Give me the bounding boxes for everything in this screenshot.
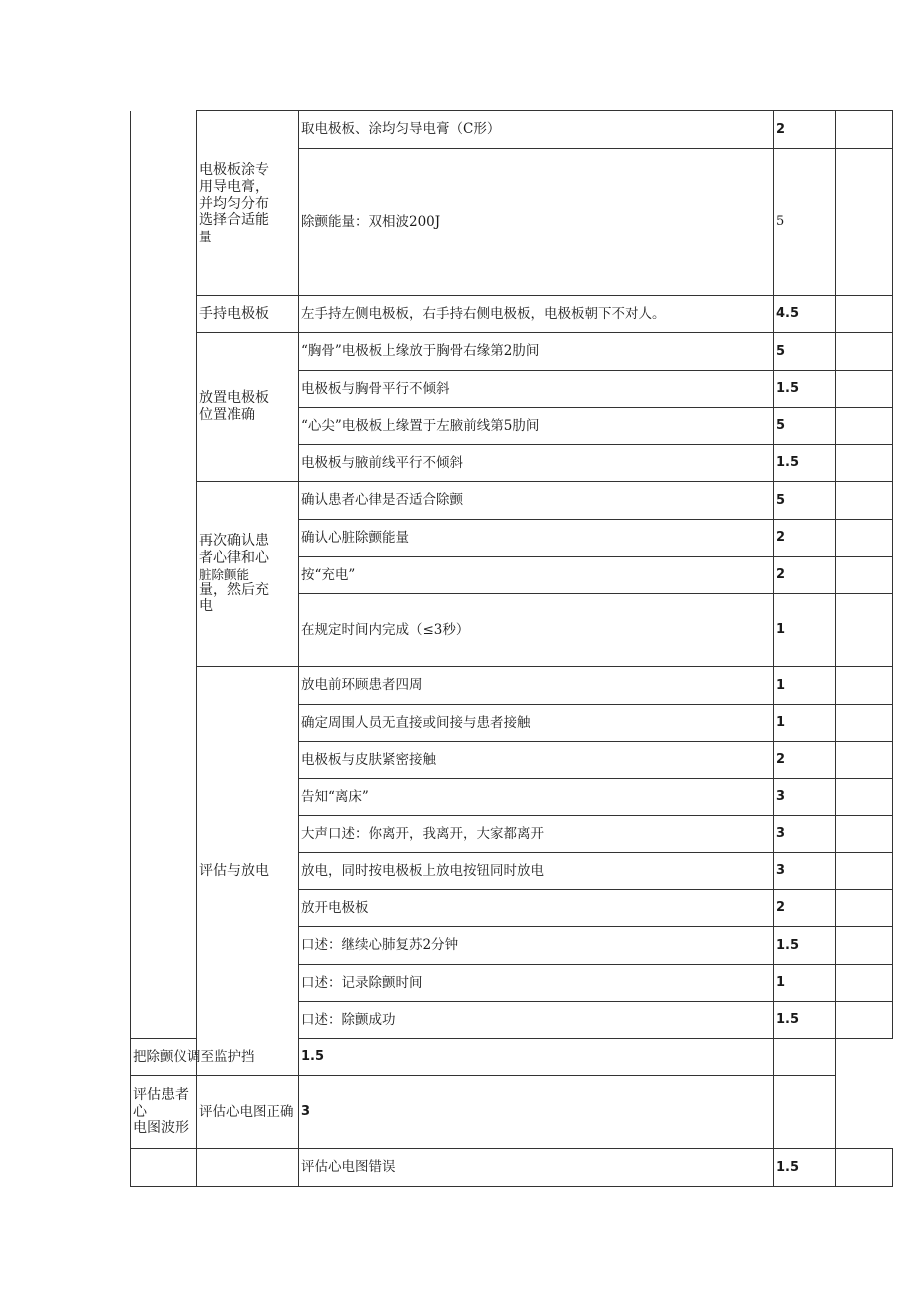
item-text: 放电，同时按电极板上放电按钮同时放电 — [299, 853, 774, 890]
blank-cell — [836, 594, 893, 667]
blank-cell — [836, 408, 893, 445]
item-score: 2 — [774, 890, 836, 927]
blank-cell — [836, 853, 893, 890]
item-score: 5 — [774, 482, 836, 520]
category-line: 并均匀分布 — [199, 195, 269, 212]
blank-cell — [836, 149, 893, 296]
item-text: 口述：除颤成功 — [299, 1002, 774, 1039]
item-score: 1.5 — [774, 445, 836, 482]
blank-cell — [836, 742, 893, 779]
item-text: 评估心电图正确 — [197, 1076, 299, 1149]
blank-cell — [836, 816, 893, 853]
blank-cell — [836, 557, 893, 594]
blank-cell — [836, 965, 893, 1002]
item-score: 2 — [774, 111, 836, 149]
item-text: 把除颤仪调至监护挡 — [131, 1039, 197, 1076]
item-score: 1.5 — [774, 371, 836, 408]
item-score: 1 — [774, 667, 836, 705]
item-score: 3 — [774, 853, 836, 890]
blank-cell — [836, 667, 893, 705]
outer-blank-cell — [131, 111, 197, 1039]
table-row — [131, 296, 893, 333]
category-cell — [197, 667, 299, 1076]
category-line: 电极板涂专 — [199, 161, 269, 178]
table-row — [131, 667, 893, 705]
category-cell — [197, 296, 299, 333]
item-text: 评估心电图错误 — [299, 1149, 774, 1187]
item-text: 除颤能量：双相波200J — [299, 149, 774, 296]
item-text: 在规定时间内完成（≤3秒） — [299, 594, 774, 667]
blank-cell — [836, 927, 893, 965]
item-score: 3 — [774, 816, 836, 853]
category-line: 电图波形 — [133, 1120, 189, 1137]
category-line: 位置准确 — [199, 407, 255, 423]
item-score: 3 — [299, 1076, 774, 1149]
category-line: 手持电极板 — [199, 305, 269, 322]
item-score: 1.5 — [299, 1039, 774, 1076]
category-line: 量，然后充 — [199, 581, 269, 598]
blank-cell — [836, 1149, 893, 1187]
item-text: 按“充电” — [299, 557, 774, 594]
item-score: 1 — [774, 705, 836, 742]
item-score: 2 — [774, 742, 836, 779]
table-row — [131, 482, 893, 520]
item-text: 告知“离床” — [299, 779, 774, 816]
blank-cell — [836, 705, 893, 742]
table-row — [131, 1076, 893, 1149]
item-text: 放电前环顾患者四周 — [299, 667, 774, 705]
item-text: 确定周围人员无直接或间接与患者接触 — [299, 705, 774, 742]
table-row — [131, 1149, 893, 1187]
item-score: 5 — [774, 408, 836, 445]
table-row — [131, 333, 893, 371]
item-score: 3 — [774, 779, 836, 816]
category-line: 放置电极板 — [199, 390, 269, 407]
item-text: “胸骨”电极板上缘放于胸骨右缘第2肋间 — [299, 333, 774, 371]
item-score: 1.5 — [774, 927, 836, 965]
blank-cell — [774, 1039, 836, 1076]
blank-cell — [836, 333, 893, 371]
item-text: 口述：继续心肺复苏2分钟 — [299, 927, 774, 965]
item-score: 1.5 — [774, 1149, 836, 1187]
blank-cell — [836, 111, 893, 149]
item-text: 电极板与皮肤紧密接触 — [299, 742, 774, 779]
item-score: 5 — [774, 149, 836, 296]
item-text: 放开电极板 — [299, 890, 774, 927]
blank-cell — [836, 890, 893, 927]
scoring-table — [130, 110, 893, 1187]
item-score: 1 — [774, 965, 836, 1002]
category-line: 评估与放电 — [199, 862, 269, 879]
item-text: 确认患者心律是否适合除颤 — [299, 482, 774, 520]
blank-cell — [836, 1002, 893, 1039]
blank-cell — [836, 520, 893, 557]
category-line: 量 — [199, 229, 212, 245]
item-text: 电极板与腋前线平行不倾斜 — [299, 445, 774, 482]
blank-cell — [774, 1076, 836, 1149]
category-cell — [131, 1076, 197, 1149]
category-cell — [197, 482, 299, 667]
table-row — [131, 111, 893, 149]
blank-cell — [836, 371, 893, 408]
blank-cell — [836, 482, 893, 520]
item-text: 电极板与胸骨平行不倾斜 — [299, 371, 774, 408]
item-score: 2 — [774, 557, 836, 594]
item-score: 5 — [774, 333, 836, 371]
item-score: 1 — [774, 594, 836, 667]
item-text: 确认心脏除颤能量 — [299, 520, 774, 557]
category-cell — [197, 1149, 299, 1187]
item-text: 大声口述：你离开，我离开，大家都离开 — [299, 816, 774, 853]
blank-cell — [836, 296, 893, 333]
item-text: “心尖”电极板上缘置于左腋前线第5肋间 — [299, 408, 774, 445]
category-line: 评估患者心 — [133, 1086, 189, 1120]
item-text: 左手持左侧电极板，右手持右侧电极板，电极板朝下不对人。 — [299, 296, 774, 333]
item-score: 1.5 — [774, 1002, 836, 1039]
blank-cell — [836, 779, 893, 816]
category-line: 再次确认患 — [199, 532, 269, 549]
category-line: 用导电膏， — [199, 178, 269, 195]
category-line: 选择合适能 — [199, 212, 269, 229]
item-text: 口述：记录除颤时间 — [299, 965, 774, 1002]
category-line: 脏除颤能 — [199, 566, 250, 582]
blank-cell — [836, 445, 893, 482]
item-score: 4.5 — [774, 296, 836, 333]
category-line: 电 — [199, 598, 213, 615]
item-score: 2 — [774, 520, 836, 557]
category-cell — [197, 333, 299, 482]
item-text: 取电极板、涂均匀导电膏（C形） — [299, 111, 774, 149]
category-line: 者心律和心 — [199, 549, 269, 566]
outer-blank-cell — [131, 1149, 197, 1187]
category-cell — [197, 111, 299, 296]
